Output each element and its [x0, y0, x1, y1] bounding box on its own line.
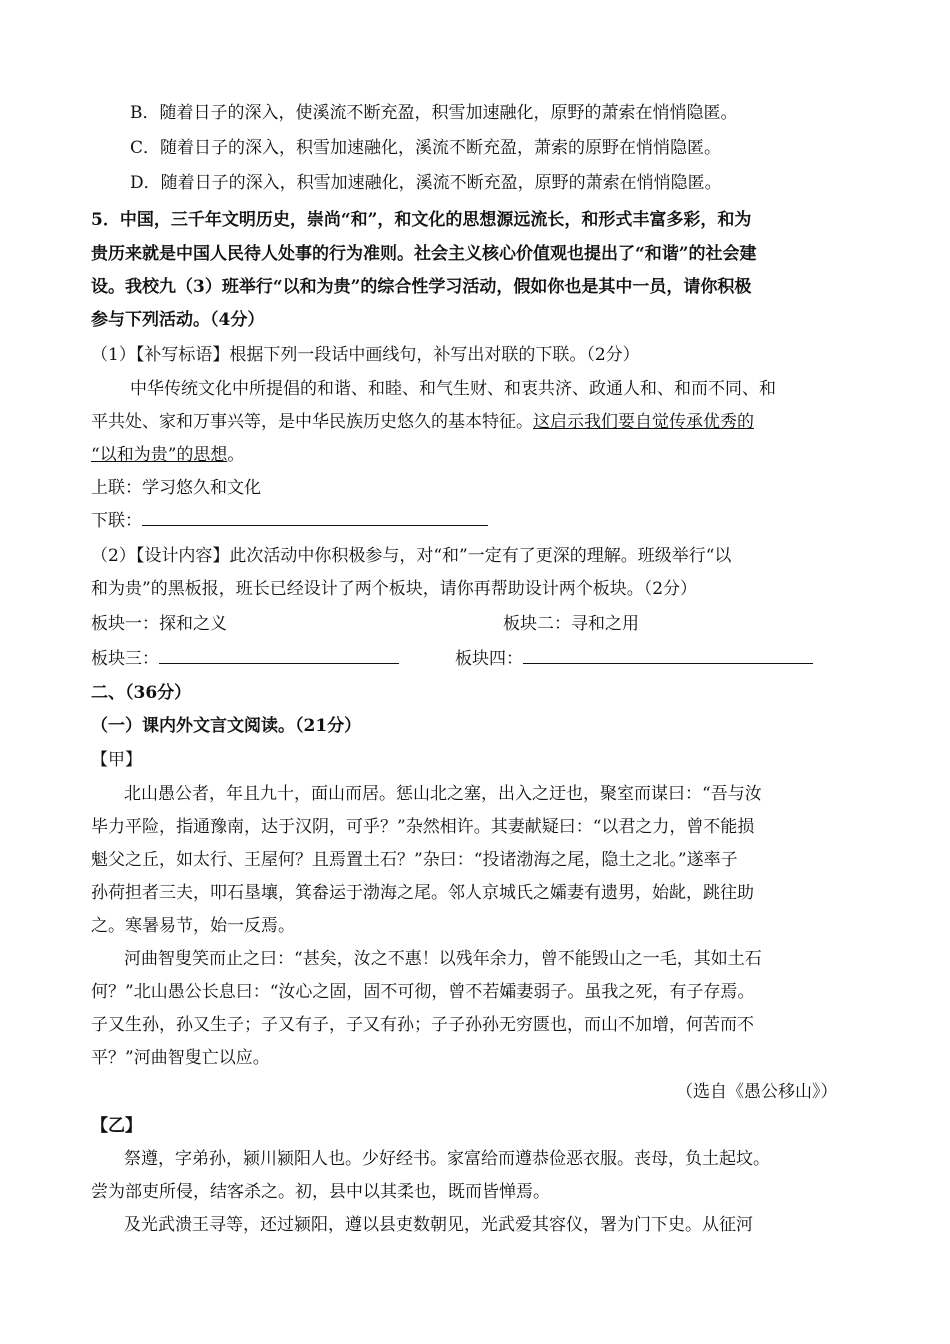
part2-prompt: 和为贵”的黑板报，班长已经设计了两个板块，请你再帮助设计两个板块。（2分） [91, 579, 698, 599]
jia-line: 北山愚公者，年且九十，面山而居。惩山北之塞，出入之迂也，聚室而谋曰：“吾与汝 [124, 784, 762, 804]
block-two: 板块二：寻和之用 [503, 614, 639, 634]
passage-text: 。 [227, 445, 245, 465]
jia-line: 毕力平险，指通豫南，达于汉阴，可乎？”杂然相许。其妻献疑曰：“以君之力，曾不能损 [91, 817, 755, 837]
yi-line: 尝为部吏所侵，结客杀之。初，县中以其柔也，既而皆惮焉。 [91, 1182, 550, 1202]
passage-line [91, 443, 244, 467]
jia-source: （选自《愚公移山》） [676, 1082, 838, 1102]
underlined-sentence: 这启示我们要自觉传承优秀的 [533, 412, 754, 432]
option-d: D．随着日子的深入，积雪加速融化，溪流不断充盈，原野的萧索在悄悄隐匿。 [130, 173, 722, 193]
jia-line: 河曲智叟笑而止之曰：“甚矣，汝之不惠！以残年余力，曾不能毁山之一毛，其如土石 [124, 949, 762, 969]
answer-blank[interactable] [523, 647, 813, 664]
q5-stem-line: 设。我校九（3）班举行“以和为贵”的综合性学习活动，假如你也是其中一员，请你积极 [91, 277, 752, 297]
block-three-label: 板块三： [91, 649, 159, 669]
passage-text: 平共处、家和万事兴等，是中华民族历史悠久的基本特征。 [91, 412, 533, 432]
yi-label: 【乙】 [91, 1116, 142, 1136]
yi-line: 祭遵，字弟孙，颍川颍阳人也。少好经书。家富给而遵恭俭恶衣服。丧母，负土起坟。 [124, 1149, 770, 1169]
jia-line: 魁父之丘，如太行、王屋何？且焉置土石？”杂曰：“投诸渤海之尾，隐土之北。”遂率子 [91, 850, 738, 870]
underlined-sentence: “以和为贵”的思想 [91, 445, 228, 465]
block-three [91, 647, 399, 671]
block-one: 板块一：探和之义 [91, 614, 227, 634]
jia-line: 孙荷担者三夫，叩石垦壤，箕畚运于渤海之尾。邻人京城氏之孀妻有遗男，始龀，跳往助 [91, 883, 754, 903]
passage-line: 中华传统文化中所提倡的和谐、和睦、和气生财、和衷共济、政通人和、和而不同、和 [130, 379, 776, 399]
yi-line: 及光武溃王寻等，还过颍阳，遵以县吏数朝见，光武爱其容仪，署为门下史。从征河 [124, 1215, 753, 1235]
part2-prompt: （2）【设计内容】此次活动中你积极参与，对“和”一定有了更深的理解。班级举行“以 [91, 546, 732, 566]
q5-stem-line: 贵历来就是中国人民待人处事的行为准则。社会主义核心价值观也提出了“和谐”的社会建 [91, 244, 757, 264]
answer-blank[interactable] [142, 509, 488, 526]
answer-blank[interactable] [159, 647, 399, 664]
jia-label: 【甲】 [91, 750, 142, 770]
couplet-lower [91, 509, 488, 533]
jia-line: 何？”北山愚公长息曰：“汝心之固，固不可彻，曾不若孀妻弱子。虽我之死，有子存焉。 [91, 982, 755, 1002]
block-four-label: 板块四： [455, 649, 523, 669]
option-b: B．随着日子的深入，使溪流不断充盈，积雪加速融化，原野的萧索在悄悄隐匿。 [130, 103, 738, 123]
option-c: C．随着日子的深入，积雪加速融化，溪流不断充盈，萧索的原野在悄悄隐匿。 [130, 138, 722, 158]
q5-stem-line: 参与下列活动。（4分） [91, 310, 265, 330]
q5-stem-line: 5．中国，三千年文明历史，崇尚“和”，和文化的思想源远流长，和形式丰富多彩，和为 [91, 210, 752, 230]
section-heading: 二、（36分） [91, 683, 192, 703]
couplet-upper: 上联：学习悠久和文化 [91, 478, 261, 498]
jia-line: 平？”河曲智叟亡以应。 [91, 1048, 270, 1068]
part1-prompt: （1）【补写标语】根据下列一段话中画线句，补写出对联的下联。（2分） [91, 345, 640, 365]
jia-line: 子又生孙，孙又生子；子又有子，子又有孙；子子孙孙无穷匮也，而山不加增，何苦而不 [91, 1015, 754, 1035]
jia-line: 之。寒暑易节，始一反焉。 [91, 916, 295, 936]
passage-line [91, 410, 754, 434]
couplet-lower-label: 下联： [91, 511, 142, 531]
sub-heading: （一）课内外文言文阅读。（21分） [91, 716, 362, 736]
block-four [455, 647, 813, 671]
